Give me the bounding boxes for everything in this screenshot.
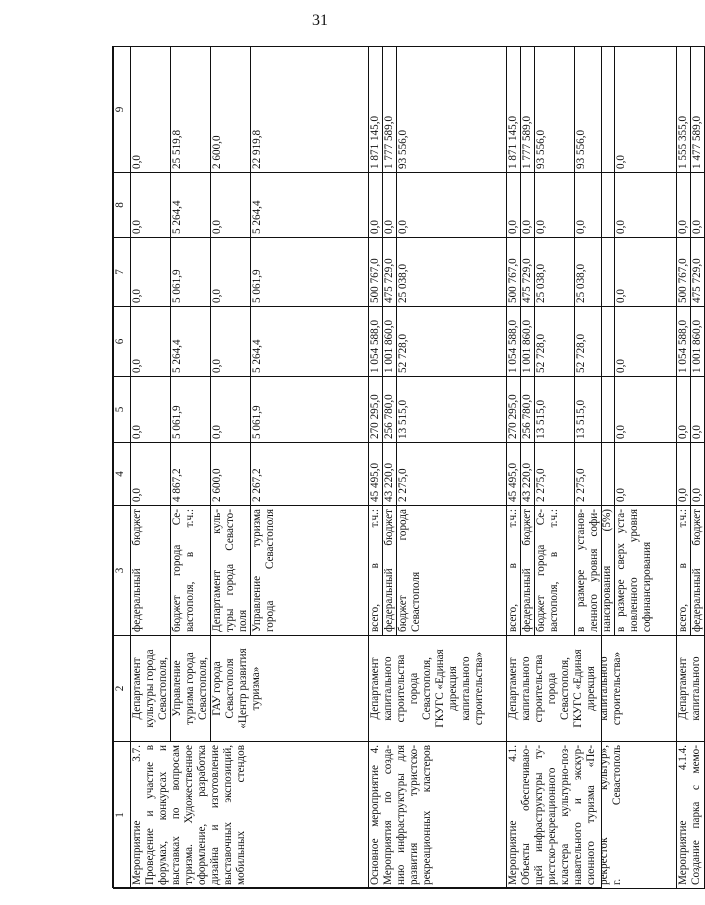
- measure-name-cell: [131, 742, 369, 889]
- cell-line: навательного и экскур-: [572, 745, 584, 885]
- cell-line: выставках по вопросам: [170, 745, 182, 885]
- value-cell-col7: 5 061,9: [251, 238, 369, 307]
- cell-line: Департамент: [369, 657, 381, 720]
- value-cell-col4: 0,0: [677, 443, 691, 506]
- value-cell-col4: 43 220,0: [383, 443, 397, 506]
- cell-line: кластера культурно-поз-: [559, 745, 571, 885]
- value-cell-col8: 0,0: [535, 173, 575, 238]
- table-row: [369, 47, 383, 889]
- value-cell-col4: 2 275,0: [575, 443, 615, 506]
- value-cell-col7: 475 729,0: [521, 238, 535, 307]
- value-cell-col8: 5 264,4: [251, 173, 369, 238]
- value-cell-col9: 1 871 145,0: [369, 47, 383, 173]
- value-cell-col7: 0,0: [211, 238, 251, 307]
- value-cell-col7: 25 038,0: [397, 238, 507, 307]
- value-cell-col7: 25 038,0: [575, 238, 615, 307]
- cell-line: нансирования (5%): [601, 509, 613, 632]
- cell-line: Управление: [171, 660, 183, 717]
- cell-line: капитального: [598, 656, 610, 721]
- value-cell-col7: 475 729,0: [691, 238, 705, 307]
- cell-line: капитального: [460, 656, 472, 721]
- cell-line: оформление, разработка: [196, 745, 208, 885]
- cell-line: дирекция: [585, 666, 597, 711]
- value-cell-col8: 0,0: [383, 173, 397, 238]
- value-cell-col7: 0,0: [615, 238, 677, 307]
- value-cell-col7: 500 767,0: [369, 238, 383, 307]
- executor-cell: [211, 636, 369, 742]
- value-cell-col8: 0,0: [691, 173, 705, 238]
- value-cell-col4: 45 495,0: [507, 443, 521, 506]
- value-cell-col5: 13 515,0: [397, 377, 507, 443]
- value-cell-col4: 0,0: [691, 443, 705, 506]
- value-cell-col9: 1 777 589,0: [383, 47, 397, 173]
- executor-cell: [171, 636, 211, 742]
- cell-line: туризма»: [250, 666, 262, 711]
- table-row: [131, 47, 171, 889]
- header-cell-8: 8: [114, 173, 131, 238]
- cell-line: Мероприятия по созда-: [382, 745, 394, 885]
- budget-table: [113, 47, 703, 889]
- cell-line: вастополя, в т.ч.:: [548, 509, 560, 632]
- value-cell-col4: 43 220,0: [521, 443, 535, 506]
- cell-line: развития туристско-: [408, 745, 420, 885]
- measure-name-cell: [677, 742, 705, 889]
- value-cell-col4: 45 495,0: [369, 443, 383, 506]
- value-cell-col8: 0,0: [397, 173, 507, 238]
- cell-line: Проведение и участие в: [144, 745, 156, 885]
- cell-line: в размере сверх уста-: [615, 509, 627, 632]
- funding-source-cell: [211, 506, 251, 636]
- cell-line: рекреационных кластеров: [421, 745, 433, 885]
- cell-line: сионного туризма «Пе-: [585, 745, 597, 885]
- cell-line: города Севастополя: [264, 509, 276, 632]
- executor-cell: [369, 636, 507, 742]
- value-cell-col6: 5 264,4: [251, 307, 369, 377]
- funding-source-cell: [369, 506, 383, 636]
- cell-line: «Центр развития: [237, 648, 249, 729]
- cell-line: Департамент куль-: [211, 509, 223, 632]
- cell-line: Севастополя: [410, 571, 422, 632]
- cell-line: бюджет города Се-: [535, 509, 547, 632]
- value-cell-col6: 1 054 588,0: [369, 307, 383, 377]
- value-cell-col9: 2 600,0: [211, 47, 251, 173]
- funding-source-cell: [131, 506, 171, 636]
- funding-source-cell: [507, 506, 521, 636]
- cell-line: Севастополя,: [421, 657, 433, 720]
- value-cell-col9: 0,0: [615, 47, 677, 173]
- cell-line: ГКУГС «Единая: [572, 649, 584, 728]
- cell-line: выставочных экспозиций,: [222, 745, 234, 885]
- cell-line: дирекция: [447, 666, 459, 711]
- cell-line: федеральный бюджет: [131, 509, 143, 632]
- cell-line: Объекты обеспечиваю-: [520, 745, 532, 885]
- cell-line: Основное мероприятие 4.: [369, 745, 381, 885]
- value-cell-col8: 0,0: [211, 173, 251, 238]
- value-cell-col9: 1 477 589,0: [691, 47, 705, 173]
- value-cell-col9: 0,0: [131, 47, 171, 173]
- value-cell-col4: 2 600,0: [211, 443, 251, 506]
- funding-source-cell: [691, 506, 705, 636]
- value-cell-col9: 25 519,8: [171, 47, 211, 173]
- cell-line: ристско-рекреационного: [546, 767, 558, 885]
- cell-line: нию инфраструктуры для: [395, 745, 407, 885]
- cell-line: федеральный бюджет: [691, 509, 703, 632]
- value-cell-col6: 0,0: [131, 307, 171, 377]
- value-cell-col9: 22 919,8: [251, 47, 369, 173]
- value-cell-col4: 2 275,0: [397, 443, 507, 506]
- cell-line: Департамент: [507, 657, 519, 720]
- value-cell-col9: 93 556,0: [535, 47, 575, 173]
- cell-line: Севастополя,: [197, 657, 209, 720]
- value-cell-col9: 1 777 589,0: [521, 47, 535, 173]
- cell-line: федеральный бюджет: [383, 509, 395, 632]
- cell-line: всего, в т.ч.:: [507, 509, 519, 632]
- executor-cell: [131, 636, 171, 742]
- header-cell-6: 6: [114, 307, 131, 377]
- header-row: [114, 47, 131, 889]
- cell-line: в размере установ-: [575, 509, 587, 632]
- funding-source-cell: [251, 506, 369, 636]
- value-cell-col8: 0,0: [615, 173, 677, 238]
- funding-source-cell: [575, 506, 615, 636]
- cell-line: капитального: [382, 656, 394, 721]
- executor-cell: [677, 636, 705, 742]
- header-cell-3: 3: [114, 506, 131, 636]
- cell-line: вастополя, в т.ч.:: [184, 509, 196, 632]
- value-cell-col5: 5 061,9: [171, 377, 211, 443]
- value-cell-col7: 25 038,0: [535, 238, 575, 307]
- cell-line: рекресток культур»,: [598, 745, 610, 885]
- cell-line: капитального: [690, 656, 702, 721]
- value-cell-col8: 0,0: [369, 173, 383, 238]
- cell-line: Создание парка с мемо-: [690, 745, 702, 885]
- funding-source-cell: [171, 506, 211, 636]
- cell-line: бюджет города: [397, 509, 409, 632]
- value-cell-col6: 1 001 860,0: [383, 307, 397, 377]
- cell-line: Управление туризма: [251, 509, 263, 632]
- value-cell-col5: 0,0: [691, 377, 705, 443]
- value-cell-col8: 0,0: [677, 173, 691, 238]
- value-cell-col6: 1 001 860,0: [521, 307, 535, 377]
- header-cell-9: 9: [114, 47, 131, 173]
- cell-line: строительства: [533, 654, 545, 723]
- cell-line: всего, в т.ч.:: [369, 509, 381, 632]
- value-cell-col5: 270 295,0: [369, 377, 383, 443]
- cell-line: ГАУ города: [211, 661, 223, 716]
- cell-line: новленного уровня: [628, 509, 640, 632]
- cell-line: строительства»: [611, 651, 623, 726]
- funding-source-cell: [615, 506, 677, 636]
- value-cell-col7: 500 767,0: [677, 238, 691, 307]
- value-cell-col4: 2 267,2: [251, 443, 369, 506]
- value-cell-col6: 1 054 588,0: [507, 307, 521, 377]
- value-cell-col5: 0,0: [131, 377, 171, 443]
- cell-line: культуры города: [144, 649, 156, 728]
- cell-line: Севастополя,: [559, 657, 571, 720]
- value-cell-col4: 0,0: [615, 443, 677, 506]
- value-cell-col7: 0,0: [131, 238, 171, 307]
- cell-line: мобильных стендов: [235, 745, 247, 885]
- cell-line: туризма города: [184, 652, 196, 725]
- cell-line: Севастополя,: [157, 657, 169, 720]
- cell-line: поля: [237, 609, 249, 632]
- value-cell-col7: 475 729,0: [383, 238, 397, 307]
- funding-source-cell: [677, 506, 691, 636]
- cell-line: дизайна и изготовление: [209, 745, 221, 885]
- value-cell-col6: 0,0: [211, 307, 251, 377]
- cell-line: федеральный бюджет: [521, 509, 533, 632]
- value-cell-col9: 1 871 145,0: [507, 47, 521, 173]
- cell-line: ленного уровня софи-: [588, 509, 600, 632]
- header-cell-7: 7: [114, 238, 131, 307]
- header-cell-2: 2: [114, 636, 131, 742]
- measure-name-cell: [507, 742, 677, 889]
- cell-line: строительства»: [473, 651, 485, 726]
- cell-line: строительства: [395, 654, 407, 723]
- value-cell-col8: 5 264,4: [171, 173, 211, 238]
- value-cell-col4: 4 867,2: [171, 443, 211, 506]
- value-cell-col5: 13 515,0: [535, 377, 575, 443]
- cell-line: Департамент: [677, 657, 689, 720]
- measure-name-cell: [369, 742, 507, 889]
- header-cell-1: 1: [114, 742, 131, 889]
- value-cell-col7: 5 061,9: [171, 238, 211, 307]
- table-frame: [112, 46, 703, 888]
- cell-line: бюджет города Се-: [171, 509, 183, 632]
- value-cell-col6: 1 001 860,0: [691, 307, 705, 377]
- table-row: [507, 47, 521, 889]
- cell-line: Мероприятие 3.7.: [131, 745, 143, 885]
- value-cell-col5: 256 780,0: [521, 377, 535, 443]
- value-cell-col5: 13 515,0: [575, 377, 615, 443]
- cell-line: капитального: [520, 656, 532, 721]
- cell-line: туризма. Художественное: [183, 745, 195, 885]
- cell-line: форумах, конкурсах и: [157, 745, 169, 885]
- cell-line: Департамент: [131, 657, 143, 720]
- cell-line: Севастополя: [224, 658, 236, 719]
- page-number: 31: [312, 12, 328, 29]
- cell-line: туры города Севасто-: [224, 509, 236, 632]
- funding-source-cell: [521, 506, 535, 636]
- value-cell-col8: 0,0: [131, 173, 171, 238]
- cell-line: Мероприятие 4.1.4.: [677, 745, 689, 885]
- value-cell-col5: 256 780,0: [383, 377, 397, 443]
- cell-line: г. Севастополь: [611, 745, 623, 885]
- value-cell-col7: 500 767,0: [507, 238, 521, 307]
- cell-line: города: [546, 672, 558, 705]
- value-cell-col5: 0,0: [677, 377, 691, 443]
- funding-source-cell: [383, 506, 397, 636]
- value-cell-col4: 2 275,0: [535, 443, 575, 506]
- value-cell-col6: 52 728,0: [575, 307, 615, 377]
- cell-line: софинансирования: [641, 541, 653, 632]
- cell-line: Мероприятие 4.1.: [507, 745, 519, 885]
- value-cell-col4: 0,0: [131, 443, 171, 506]
- executor-cell: [507, 636, 677, 742]
- value-cell-col5: 5 061,9: [251, 377, 369, 443]
- cell-line: щей инфраструктуры ту-: [533, 745, 545, 885]
- header-cell-5: 5: [114, 377, 131, 443]
- value-cell-col8: 0,0: [507, 173, 521, 238]
- value-cell-col9: 1 555 355,0: [677, 47, 691, 173]
- value-cell-col9: 93 556,0: [575, 47, 615, 173]
- funding-source-cell: [535, 506, 575, 636]
- value-cell-col6: 52 728,0: [397, 307, 507, 377]
- value-cell-col8: 0,0: [521, 173, 535, 238]
- cell-line: всего, в т.ч.:: [677, 509, 689, 632]
- header-cell-4: 4: [114, 443, 131, 506]
- cell-line: города: [408, 672, 420, 705]
- value-cell-col6: 0,0: [615, 307, 677, 377]
- value-cell-col8: 0,0: [575, 173, 615, 238]
- funding-source-cell: [397, 506, 507, 636]
- table-row: [677, 47, 691, 889]
- value-cell-col5: 0,0: [615, 377, 677, 443]
- value-cell-col5: 270 295,0: [507, 377, 521, 443]
- value-cell-col6: 5 264,4: [171, 307, 211, 377]
- value-cell-col6: 52 728,0: [535, 307, 575, 377]
- cell-line: ГКУГС «Единая: [434, 649, 446, 728]
- budget-table-grid: [113, 46, 705, 889]
- value-cell-col6: 1 054 588,0: [677, 307, 691, 377]
- value-cell-col9: 93 556,0: [397, 47, 507, 173]
- value-cell-col5: 0,0: [211, 377, 251, 443]
